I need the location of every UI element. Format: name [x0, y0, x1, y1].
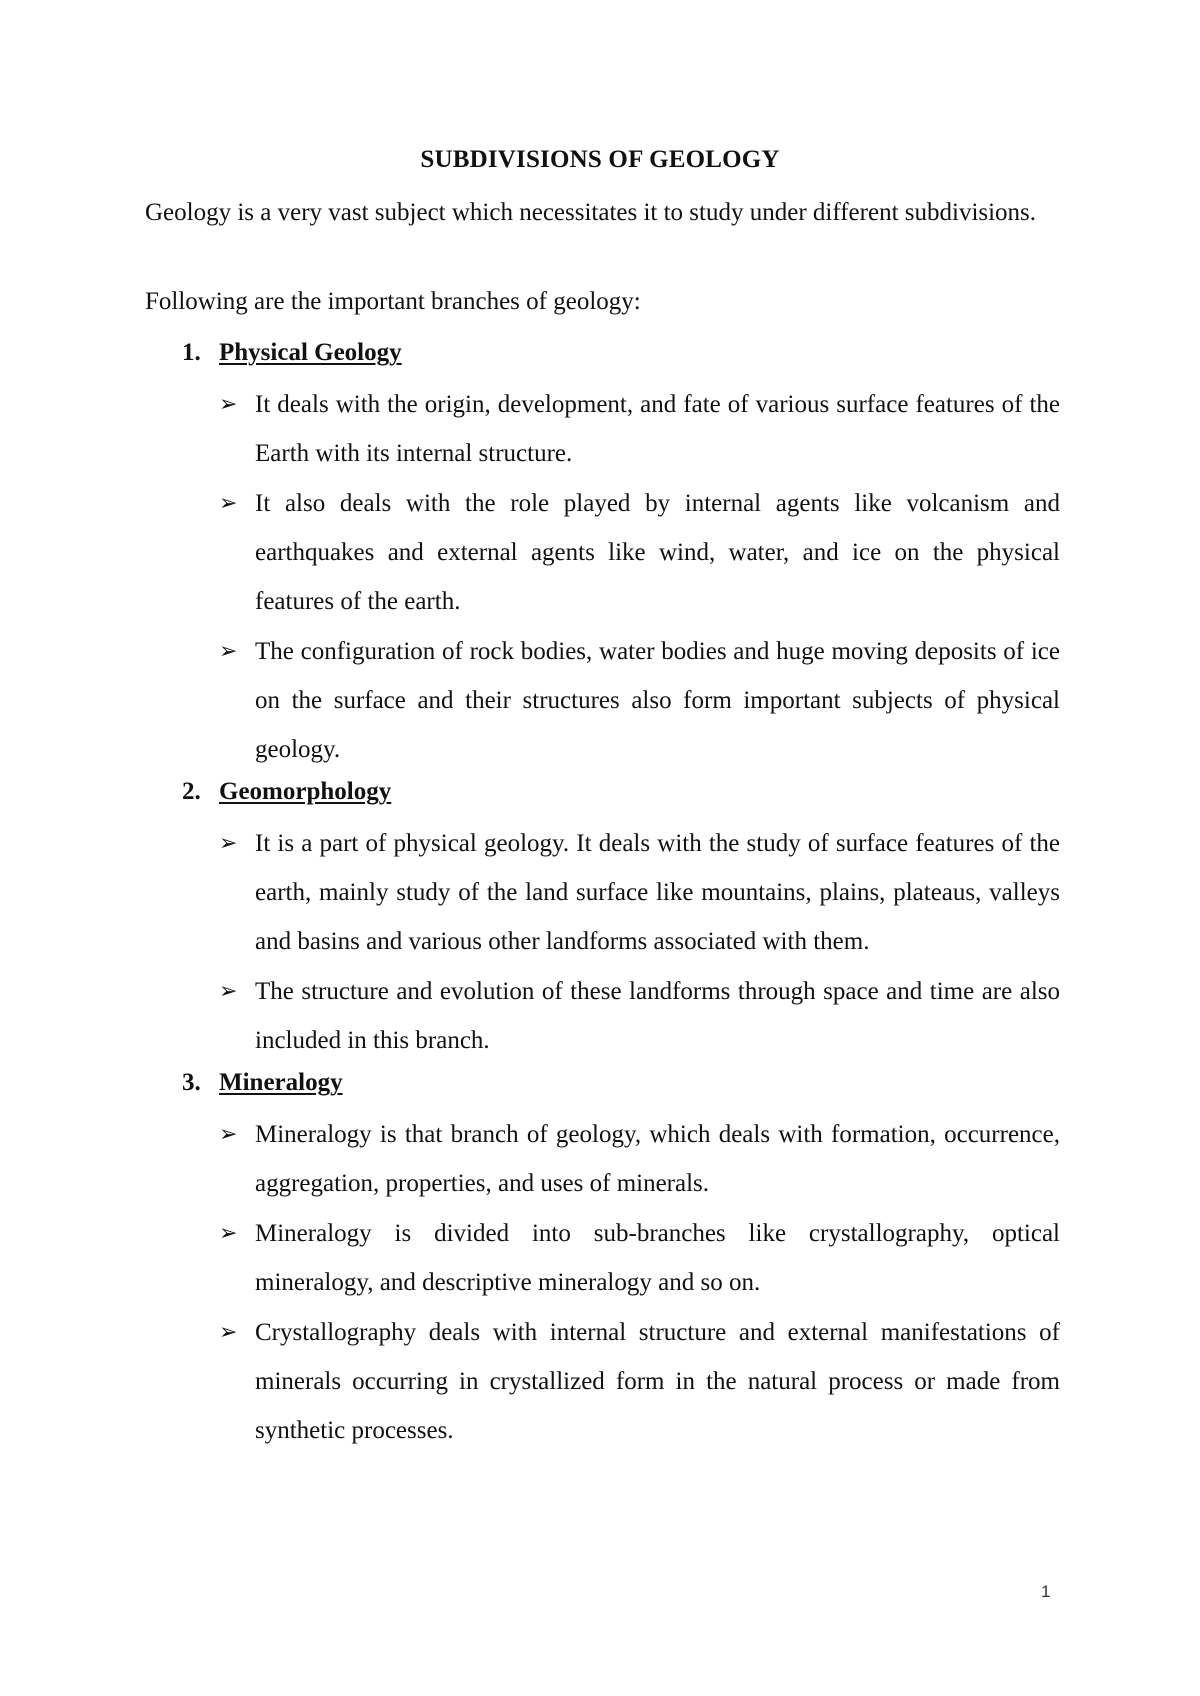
- list-item: [0, 1209, 1200, 1307]
- list-item: [0, 479, 1200, 626]
- list-item: [0, 1110, 1200, 1208]
- section-number: 1.: [182, 339, 201, 366]
- page-number: 1: [1041, 1582, 1051, 1601]
- section-heading: [0, 775, 1200, 819]
- bullet-text: It also deals with the role played by internal agents like volcanism and earthquakes and external agents like wind, water, and ice on the physical features of the earth.: [255, 490, 1060, 615]
- section-heading: [0, 336, 1200, 380]
- bullet-list: [0, 1110, 1200, 1455]
- section-number: 3.: [182, 1069, 201, 1096]
- section-geomorphology: [0, 775, 1200, 1065]
- arrow-bullet-icon: ➢: [219, 831, 238, 856]
- list-item: [0, 627, 1200, 774]
- arrow-bullet-icon: ➢: [219, 1221, 238, 1246]
- branches-list: [0, 336, 1200, 1456]
- bullet-list: [0, 380, 1200, 774]
- bullet-text: It deals with the origin, development, and fate of various surface features of the Earth with its internal structure.: [255, 391, 1060, 467]
- arrow-bullet-icon: ➢: [219, 639, 238, 664]
- bullet-text: Mineralogy is divided into sub-branches like crystallography, optical mineralogy, and descriptive mineralogy and so on.: [255, 1220, 1060, 1296]
- list-item: [0, 380, 1200, 478]
- lead-paragraph: Following are the important branches of geology:: [145, 288, 641, 315]
- bullet-text: It is a part of physical geology. It deals with the study of surface features of the earth, mainly study of the land surface like mountains, plains, plateaus, valleys and basins and various other landforms associated with them.: [255, 830, 1060, 955]
- section-number: 2.: [182, 778, 201, 805]
- list-item: [0, 967, 1200, 1065]
- list-item: [0, 819, 1200, 966]
- arrow-bullet-icon: ➢: [219, 1122, 238, 1147]
- intro-paragraph: Geology is a very vast subject which necessitates it to study under different subdivisions.: [145, 199, 1037, 226]
- page-title: SUBDIVISIONS OF GEOLOGY: [420, 146, 780, 173]
- bullet-text: Mineralogy is that branch of geology, which deals with formation, occurrence, aggregation, properties, and uses of minerals.: [255, 1121, 1060, 1197]
- list-item: [0, 1308, 1200, 1455]
- bullet-text: Crystallography deals with internal structure and external manifestations of minerals occurring in crystallized form in the natural process or made from synthetic processes.: [255, 1319, 1060, 1444]
- bullet-list: [0, 819, 1200, 1065]
- bullet-text: The configuration of rock bodies, water bodies and huge moving deposits of ice on the surface and their structures also form important subjects of physical geology.: [255, 638, 1060, 763]
- section-title: Physical Geology: [219, 339, 402, 366]
- arrow-bullet-icon: ➢: [219, 392, 238, 417]
- section-title: Geomorphology: [219, 778, 392, 805]
- arrow-bullet-icon: ➢: [219, 979, 238, 1004]
- section-mineralogy: [0, 1066, 1200, 1455]
- bullet-text: The structure and evolution of these landforms through space and time are also included in this branch.: [255, 978, 1060, 1054]
- section-title: Mineralogy: [219, 1069, 343, 1096]
- arrow-bullet-icon: ➢: [219, 1320, 238, 1345]
- section-heading: [0, 1066, 1200, 1110]
- arrow-bullet-icon: ➢: [219, 491, 238, 516]
- section-physical-geology: [0, 336, 1200, 774]
